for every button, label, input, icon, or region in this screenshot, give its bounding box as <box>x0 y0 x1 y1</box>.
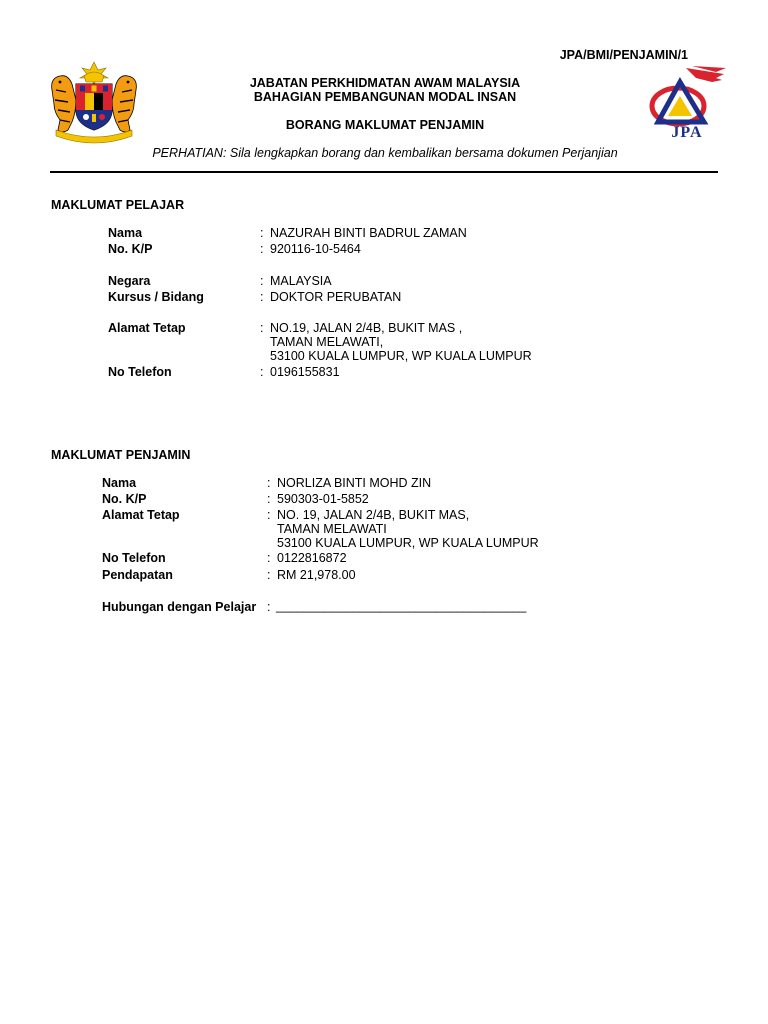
guarantor-address-line-1: NO. 19, JALAN 2/4B, BUKIT MAS, <box>277 508 470 522</box>
notice-text: PERHATIAN: Sila lengkapkan borang dan kembalikan bersama dokumen Perjanjian <box>152 146 618 160</box>
student-course-value: DOKTOR PERUBATAN <box>270 290 402 304</box>
guarantor-name-colon: : <box>267 476 271 490</box>
guarantor-relation-colon: : <box>267 600 271 614</box>
document-reference: JPA/BMI/PENJAMIN/1 <box>559 48 688 62</box>
coat-of-arms-logo <box>46 60 142 144</box>
guarantor-address-line-2: TAMAN MELAWATI <box>277 522 387 536</box>
student-address-line-1: NO.19, JALAN 2/4B, BUKIT MAS , <box>270 321 463 335</box>
guarantor-address-line-3: 53100 KUALA LUMPUR, WP KUALA LUMPUR <box>277 536 539 550</box>
guarantor-income-colon: : <box>267 568 271 582</box>
guarantor-relation-label: Hubungan dengan Pelajar <box>102 600 257 614</box>
division-name: BAHAGIAN PEMBANGUNAN MODAL INSAN <box>253 90 517 104</box>
guarantor-phone-value: 0122816872 <box>277 551 347 565</box>
student-address-colon: : <box>260 321 264 335</box>
guarantor-phone-label: No Telefon <box>102 551 166 565</box>
guarantor-ic-value: 590303-01-5852 <box>277 492 369 506</box>
student-phone-colon: : <box>260 365 264 379</box>
student-phone-label: No Telefon <box>108 365 172 379</box>
student-course-colon: : <box>260 290 264 304</box>
student-country-label: Negara <box>108 274 151 288</box>
header-divider <box>50 171 718 173</box>
department-name: JABATAN PERKHIDMATAN AWAM MALAYSIA <box>249 76 521 90</box>
student-name-label: Nama <box>108 226 143 240</box>
student-address-line-3: 53100 KUALA LUMPUR, WP KUALA LUMPUR <box>270 349 532 363</box>
guarantor-ic-colon: : <box>267 492 271 506</box>
guarantor-income-value: RM 21,978.00 <box>277 568 356 582</box>
student-address-label: Alamat Tetap <box>108 321 186 335</box>
jpa-logo <box>646 64 728 146</box>
student-ic-label: No. K/P <box>108 242 153 256</box>
student-country-value: MALAYSIA <box>270 274 332 288</box>
student-ic-colon: : <box>260 242 264 256</box>
student-course-label: Kursus / Bidang <box>108 290 204 304</box>
form-title: BORANG MAKLUMAT PENJAMIN <box>285 118 485 132</box>
student-section-heading: MAKLUMAT PELAJAR <box>51 198 185 212</box>
student-country-colon: : <box>260 274 264 288</box>
guarantor-ic-label: No. K/P <box>102 492 147 506</box>
student-address-line-2: TAMAN MELAWATI, <box>270 335 384 349</box>
guarantor-income-label: Pendapatan <box>102 568 173 582</box>
student-name-value: NAZURAH BINTI BADRUL ZAMAN <box>270 226 467 240</box>
student-name-colon: : <box>260 226 264 240</box>
guarantor-phone-colon: : <box>267 551 271 565</box>
student-phone-value: 0196155831 <box>270 365 340 379</box>
guarantor-name-label: Nama <box>102 476 137 490</box>
guarantor-address-label: Alamat Tetap <box>102 508 180 522</box>
guarantor-name-value: NORLIZA BINTI MOHD ZIN <box>277 476 432 490</box>
student-ic-value: 920116-10-5464 <box>270 242 361 256</box>
guarantor-address-colon: : <box>267 508 271 522</box>
guarantor-relation-blank: ____________________________________ <box>276 599 527 613</box>
jpa-logo-text: JPA <box>671 124 703 141</box>
guarantor-section-heading: MAKLUMAT PENJAMIN <box>51 448 191 462</box>
